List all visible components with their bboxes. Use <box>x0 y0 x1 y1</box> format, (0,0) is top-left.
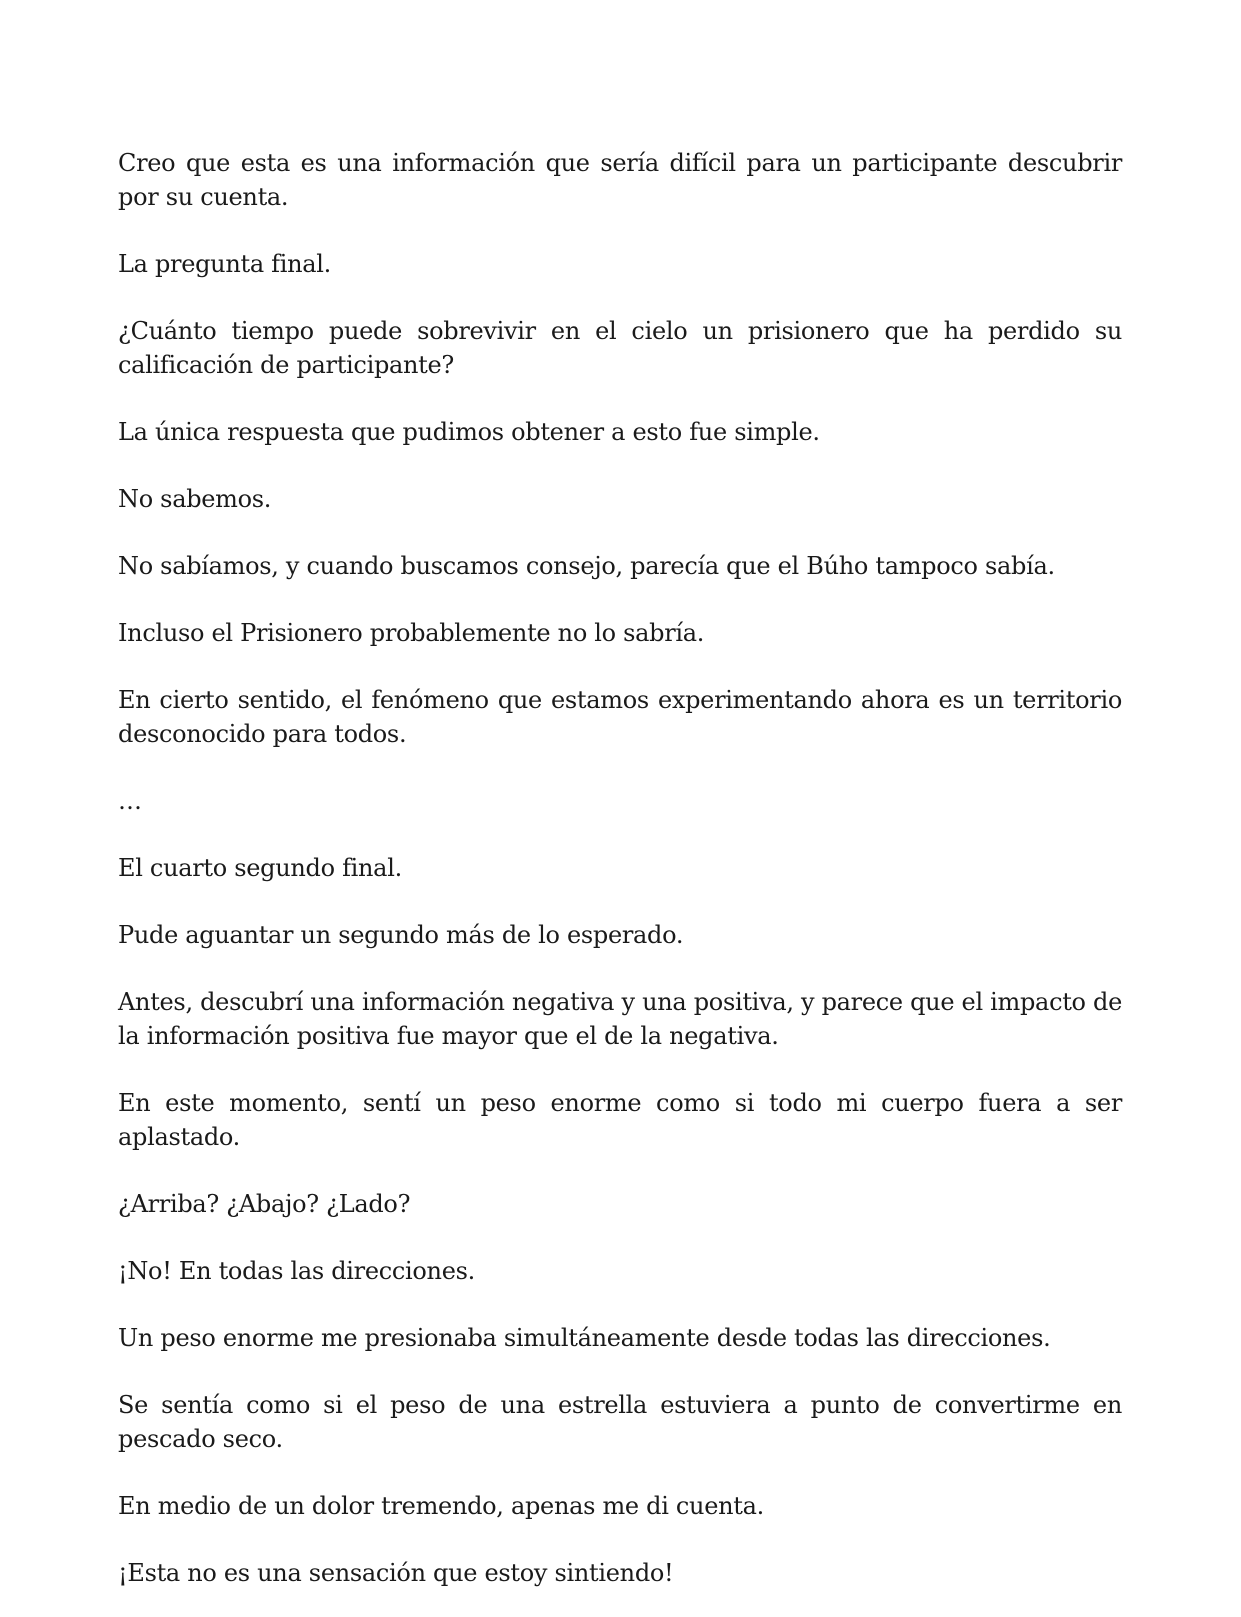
paragraph: Un peso enorme me presionaba simultáneamente desde todas las direcciones. <box>118 1324 1051 1352</box>
paragraph: Incluso el Prisionero probablemente no lo sabría. <box>118 619 705 647</box>
document-body <box>118 146 1122 1590</box>
paragraph: ¡No! En todas las direcciones. <box>118 1257 475 1285</box>
paragraph: La única respuesta que pudimos obtener a esto fue simple. <box>118 418 820 446</box>
paragraph: Antes, descubrí una información negativa y una positiva, y parece que el impacto de la información positiva fue mayor que el de la negativa. <box>118 988 1122 1050</box>
paragraph: En este momento, sentí un peso enorme como si todo mi cuerpo fuera a ser aplastado. <box>118 1089 1122 1151</box>
paragraph: Pude aguantar un segundo más de lo esperado. <box>118 921 684 949</box>
paragraph: ¿Arriba? ¿Abajo? ¿Lado? <box>118 1190 411 1218</box>
paragraph: La pregunta final. <box>118 250 332 278</box>
paragraph: No sabíamos, y cuando buscamos consejo, parecía que el Búho tampoco sabía. <box>118 552 1055 580</box>
paragraph: ¡Esta no es una sensación que estoy sintiendo! <box>118 1559 674 1587</box>
section-break-ellipsis: … <box>118 787 142 815</box>
paragraph: Se sentía como si el peso de una estrella estuviera a punto de convertirme en pescado seco. <box>118 1391 1122 1453</box>
paragraph: No sabemos. <box>118 485 272 513</box>
paragraph: El cuarto segundo final. <box>118 854 402 882</box>
paragraph: ¿Cuánto tiempo puede sobrevivir en el cielo un prisionero que ha perdido su calificación de participante? <box>118 317 1122 379</box>
paragraph: En medio de un dolor tremendo, apenas me di cuenta. <box>118 1492 764 1520</box>
paragraph: Creo que esta es una información que sería difícil para un participante descubrir por su cuenta. <box>118 149 1122 211</box>
paragraph: En cierto sentido, el fenómeno que estamos experimentando ahora es un territorio desconocido para todos. <box>118 686 1122 748</box>
